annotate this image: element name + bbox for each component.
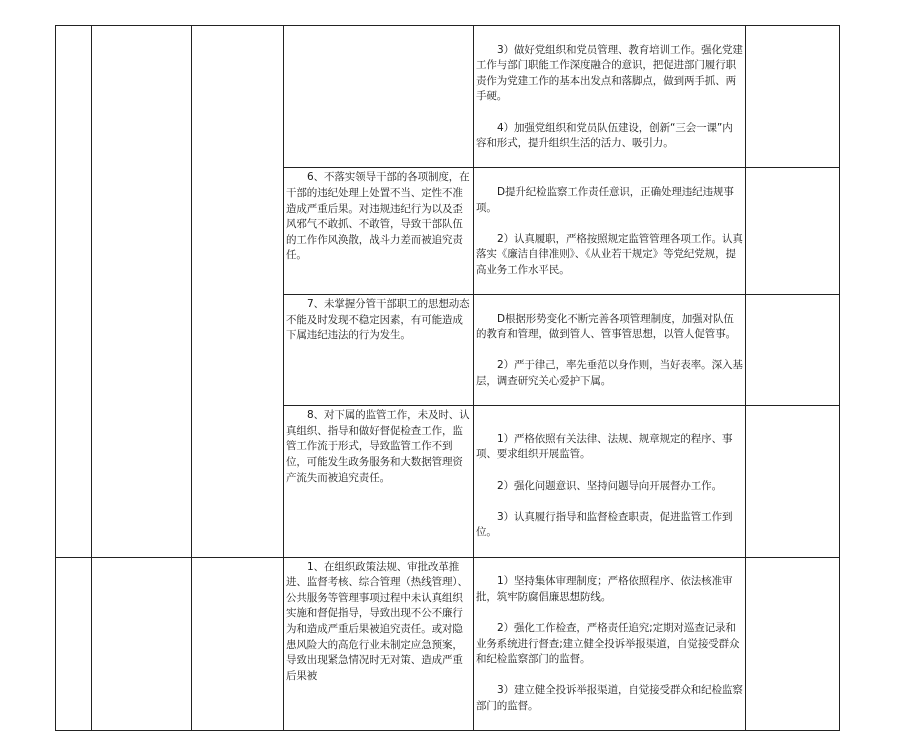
unit-cell [92, 557, 192, 731]
notes-cell [746, 168, 840, 295]
index-cell [56, 26, 92, 558]
measure-item: 2）强化工作检查，严格责任追究;定期对巡查记录和业务系统进行督查;建立健全投诉举报渠道，自觉接受群众和纪检监察部门的监督。 [476, 621, 740, 666]
risk-text: 1、在组织政策法规、审批改革推进、监督考核、综合管理（热线管理）、公共服务等管理事项过程中未认真组织实施和督促指导，导致出现不公不廉行为和造成严重后果被追究责任。或对隐患风险大的高危行业未制定应急预案，导致出现紧急情况时无对策、造成严重后果被 [286, 560, 468, 682]
measure-item: 1）坚持集体审理制度；严格依照程序、依法核准审批，筑牢防腐倡廉思想防线。 [476, 575, 733, 603]
risk-cell [284, 406, 474, 557]
measure-item: D根据形势变化不断完善各项管理制度，加强对队伍的教育和管理，做到管人、管事管思想，以管人促管事。 [476, 312, 736, 341]
table-row [56, 557, 840, 731]
notes-cell [746, 557, 840, 731]
measure-item: 3）认真履行指导和监督检查职责，促进监管工作到位。 [476, 510, 733, 539]
measure-item: D提升纪检监察工作责任意识，正确处理违纪违规事项。 [476, 185, 734, 214]
measures-cell [474, 168, 746, 295]
risk-cell [284, 295, 474, 406]
post-cell [192, 26, 284, 558]
measure-item: 2）严于律己，率先垂范以身作则，当好表率。深入基层，调查研究关心爱护下属。 [476, 359, 743, 388]
measure-item: 2）认真履职，严格按照规定监管管理各项工作。认真落实《廉洁自律准则》、《从业若干规定》等党纪党规，提高业务工作水平民。 [476, 232, 743, 276]
index-cell [56, 557, 92, 731]
measure-item: 4）加强党组织和党员队伍建设，创新“三会一课”内容和形式，提升组织生活的活力、吸引力。 [476, 121, 733, 150]
measure-item: 1）严格依照有关法律、法规、规章规定的程序、事项、要求组织开展监管。 [476, 432, 733, 461]
measures-cell [474, 295, 746, 406]
risk-text: 7、未掌握分管干部职工的思想动态不能及时发现不稳定因素，有可能造成下属违纪违法的行为发生。 [286, 298, 470, 342]
measure-item: 3）做好党组织和党员管理、教育培训工作。强化党建工作与部门职能工作深度融合的意识，把促进部门履行职责作为党建工作的基本出发点和落脚点，做到两手抓、两手硬。 [476, 43, 743, 103]
notes-cell [746, 26, 840, 168]
risk-cell [284, 168, 474, 295]
risk-cell [284, 26, 474, 168]
unit-cell [92, 26, 192, 558]
measure-item: 2）强化问题意识、坚持问题导向开展督办工作。 [497, 479, 722, 492]
notes-cell [746, 406, 840, 557]
table-row [56, 26, 840, 168]
notes-cell [746, 295, 840, 406]
risk-table [55, 25, 840, 731]
measures-cell [474, 557, 746, 731]
risk-text: 8、对下属的监管工作，未及时、认真组织、指导和做好督促检查工作，监管工作流于形式，导致监管工作不到位，可能发生政务服务和大数据管理资产流失而被追究责任。 [286, 409, 470, 484]
risk-text: 6、不落实领导干部的各项制度，在干部的违纪处理上处置不当、定性不准造成严重后果。对违规违纪行为以及歪风邪气不敢抓、不敢管，导致干部队伍的工作作风涣散，战斗力差而被追究责任。 [286, 171, 470, 262]
post-cell [192, 557, 284, 731]
risk-cell [284, 557, 474, 731]
measures-cell [474, 26, 746, 168]
measure-item: 3）建立健全投诉举报渠道，自觉接受群众和纪检监察部门的监督。 [476, 684, 743, 712]
measures-cell [474, 406, 746, 557]
